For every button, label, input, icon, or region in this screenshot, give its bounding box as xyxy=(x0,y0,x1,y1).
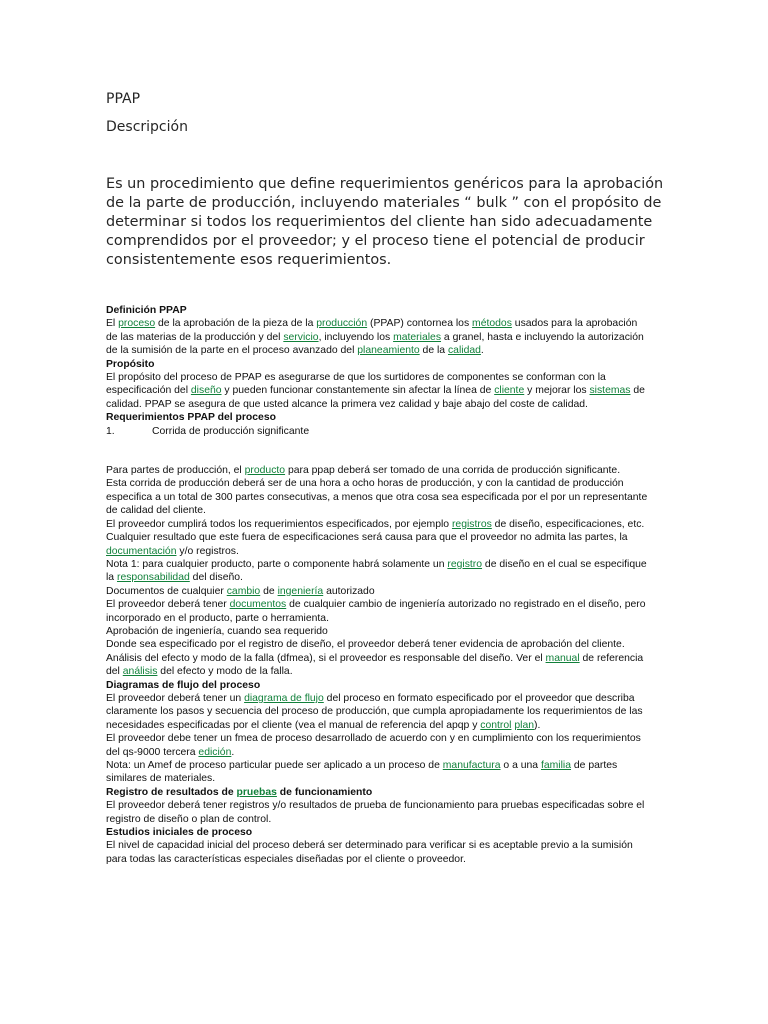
link-familia[interactable]: familia xyxy=(540,760,572,771)
heading-registro: Registro de resultados de pruebas de funcionamiento xyxy=(106,786,373,798)
heading-proposito: Propósito xyxy=(106,358,155,370)
link-cambio[interactable]: cambio xyxy=(226,585,261,597)
paragraph-tener-documentos: El proveedor deberá tener documentos de cualquier cambio de ingeniería autorizado no registrado en el diseño, pero incorporado en el producto, parte o herramienta. xyxy=(106,599,646,624)
link-manufactura[interactable]: manufactura xyxy=(442,760,501,771)
link-plan[interactable]: plan xyxy=(514,719,535,731)
list-item-text: Corrida de producción significante xyxy=(152,425,310,437)
heading-definicion: Definición PPAP xyxy=(106,305,187,316)
paragraph-cumplira: El proveedor cumplirá todos los requerimientos especificados, por ejemplo registros de diseño, especificaciones, etc. Cualquier resultado que este fuera de especificaciones será causa para que el proveedor no admita las partes, la documentación y/o registros. xyxy=(106,518,645,557)
link-diagrama-de-flujo[interactable]: diagrama de flujo xyxy=(244,692,324,704)
link-calidad[interactable]: calidad xyxy=(447,345,481,357)
link-materiales[interactable]: materiales xyxy=(393,331,442,343)
link-ingenieria[interactable]: ingeniería xyxy=(277,585,324,597)
link-pruebas[interactable]: pruebas xyxy=(236,786,277,798)
link-registros[interactable]: registros xyxy=(451,518,492,530)
paragraph-partes: Para partes de producción, el producto para ppap deberá ser tomado de una corrida de producción significante. xyxy=(106,465,621,477)
link-responsabilidad[interactable]: responsabilidad xyxy=(116,572,190,584)
link-registro[interactable]: registro xyxy=(447,558,483,570)
document-body xyxy=(106,304,651,866)
link-planeamiento[interactable]: planeamiento xyxy=(357,345,420,357)
link-producto[interactable]: producto xyxy=(244,465,286,477)
link-cliente[interactable]: cliente xyxy=(494,385,525,397)
intro-paragraph: Es un procedimiento que define requerimientos genéricos para la aprobación de la parte de producción, incluyendo materiales “ bulk ” con el propósito de determinar si todos los requerimientos del cliente han sido adecuadamente comprendidos por el proveedor; y el proceso tiene el potencial de producir consistentemente esos requerimientos. xyxy=(106,176,664,268)
paragraph-registro: El proveedor deberá tener registros y/o resultados de prueba de funcionamiento para pruebas especificadas sobre el registro de diseño o plan de control. xyxy=(106,800,645,825)
link-documentacion[interactable]: documentación xyxy=(106,545,177,557)
link-diseno[interactable]: diseño xyxy=(190,385,222,397)
paragraph-diagramas: El proveedor deberá tener un diagrama de flujo del proceso en formato especificado por el proveedor que describa claramente los pasos y secuencia del proceso de producción, que cumpla apropiadamente los requerimientos de las necesidades especificadas por el cliente (vea el manual de referencia del apqp y control plan). xyxy=(106,692,643,731)
doc-subtitle: Descripción xyxy=(106,119,188,135)
link-edicion[interactable]: edición xyxy=(198,746,232,758)
paragraph-donde: Donde sea especificado por el registro de diseño, el proveedor deberá tener evidencia de aprobación del cliente. xyxy=(106,639,625,651)
link-servicio[interactable]: servicio xyxy=(283,331,319,343)
paragraph-fmea: El proveedor debe tener un fmea de proceso desarrollado de acuerdo con y en cumplimiento con los requerimientos del qs-9000 tercera edición. xyxy=(106,733,641,758)
paragraph-documentos: Documentos de cualquier cambio de ingeniería autorizado xyxy=(106,585,375,597)
spacer xyxy=(106,438,651,464)
heading-estudios: Estudios iniciales de proceso xyxy=(106,827,253,839)
link-manual[interactable]: manual xyxy=(545,652,580,664)
doc-title: PPAP xyxy=(106,91,141,107)
paragraph-proposito: El propósito del proceso de PPAP es asegurarse de que los surtidores de componentes se conforman con la especificación del diseño y pueden funcionar constantemente sin afectar la línea de cliente y mejorar los sistemas de calidad. PPAP se asegura de que usted alcance la primera vez calidad y baje abajo del coste de calidad. xyxy=(106,372,645,410)
list-number: 1. xyxy=(106,425,115,437)
paragraph-aprobacion: Aprobación de ingeniería, cuando sea requerido xyxy=(106,625,328,637)
link-metodos[interactable]: métodos xyxy=(472,318,512,330)
link-proceso[interactable]: proceso xyxy=(118,318,156,330)
list-item xyxy=(106,425,651,438)
link-produccion[interactable]: producción xyxy=(316,318,368,330)
paragraph-estudios: El nivel de capacidad inicial del proceso deberá ser determinado para verificar si es aceptable previo a la sumisión para todas las características especiales diseñadas por el cliente o proveedor. xyxy=(106,840,633,865)
paragraph-nota1: Nota 1: para cualquier producto, parte o componente habrá solamente un registro de diseño en el cual se especifique la responsabilidad del diseño. xyxy=(106,558,647,584)
paragraph-nota2: Nota: un Amef de proceso particular puede ser aplicado a un proceso de manufactura o a una familia de partes similares de materiales. xyxy=(106,760,618,785)
paragraph-analisis: Análisis del efecto y modo de la falla (dfmea), si el proveedor es responsable del diseño. Ver el manual de referencia del análisis del efecto y modo de la falla. xyxy=(106,652,644,678)
paragraph-corrida: Esta corrida de producción deberá ser de una hora a ocho horas de producción, y con la cantidad de producción especifica a un total de 300 partes consecutivas, a menos que otra cosa sea especificada por el por un representante de calidad del cliente. xyxy=(106,478,648,517)
heading-diagramas: Diagramas de flujo del proceso xyxy=(106,679,261,691)
link-sistemas[interactable]: sistemas xyxy=(589,385,631,397)
link-analisis[interactable]: análisis xyxy=(122,666,158,678)
paragraph-definicion: El proceso de la aprobación de la pieza de la producción (PPAP) contornea los métodos usados para la aprobación de las materias de la producción y del servicio, incluyendo los materiales a granel, hasta e incluyendo la autorización de la sumisión de la parte en el proceso avanzado del planeamiento de la calidad. xyxy=(106,318,644,357)
link-documentos[interactable]: documentos xyxy=(229,599,287,611)
heading-requerimientos: Requerimientos PPAP del proceso xyxy=(106,412,276,424)
link-control[interactable]: control xyxy=(480,719,512,731)
